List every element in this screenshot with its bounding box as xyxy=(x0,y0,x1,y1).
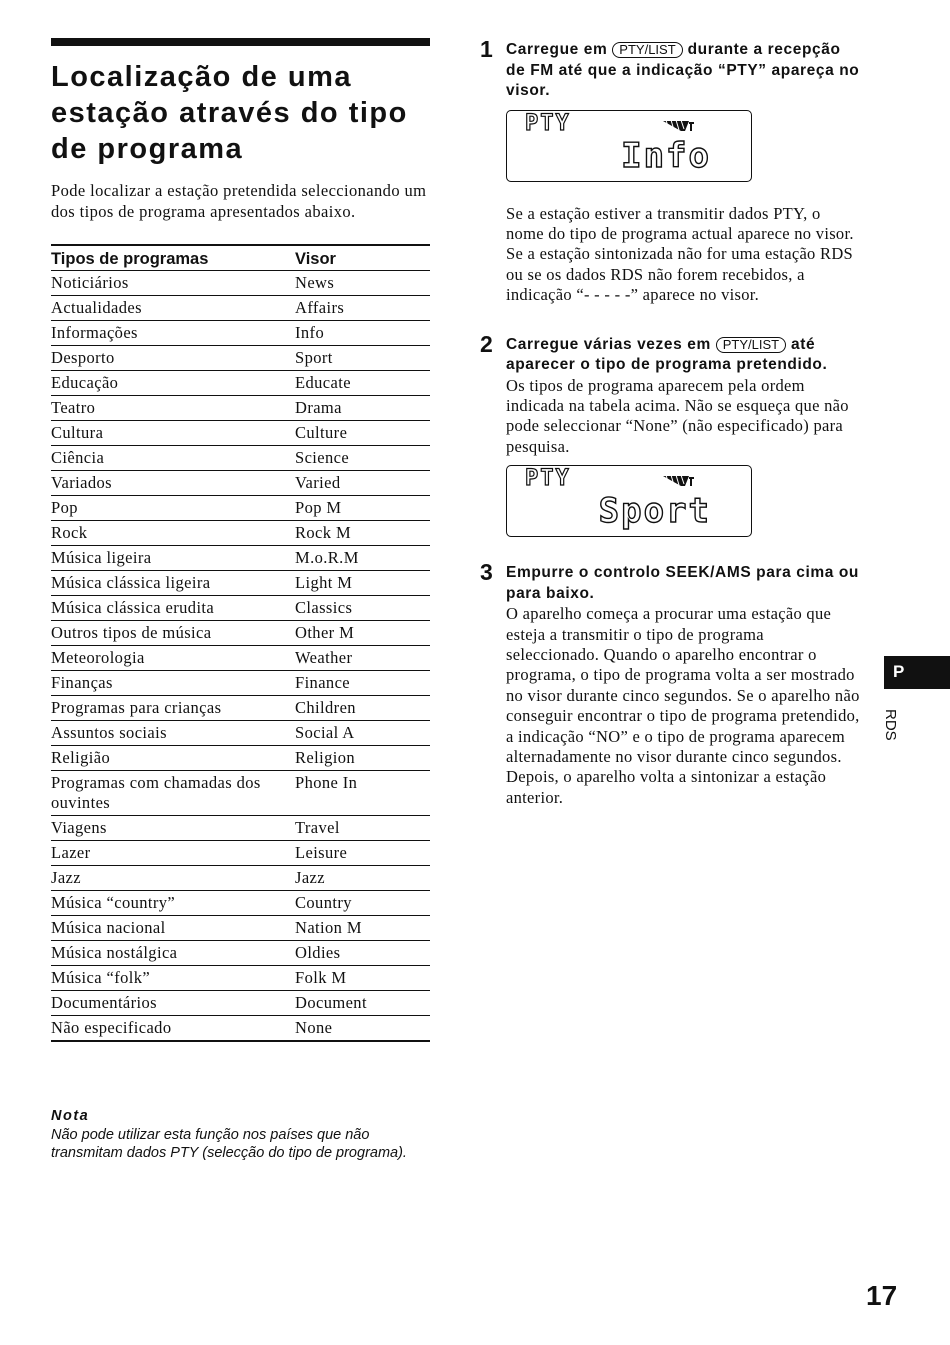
program-type-cell: Meteorologia xyxy=(51,646,295,671)
intro-paragraph: Pode localizar a estação pretendida seleccionando um dos tipos de programa apresentados abaixo. xyxy=(51,181,427,221)
display-name-cell: None xyxy=(295,1016,430,1042)
page-number: 17 xyxy=(866,1280,898,1311)
table-body xyxy=(51,271,430,1042)
section-label-text: RDS xyxy=(882,709,899,741)
program-type-cell: Actualidades xyxy=(51,296,295,321)
display-name-cell: Folk M xyxy=(295,966,430,991)
step-instruction: Empurre o controlo SEEK/AMS para cima ou para baixo. xyxy=(506,564,860,602)
table-row xyxy=(51,1016,430,1042)
table-row xyxy=(51,771,430,816)
lcd-pty-label: PTY xyxy=(525,466,571,492)
display-name-cell: Finance xyxy=(295,671,430,696)
program-type-cell: Teatro xyxy=(51,396,295,421)
lcd-program-text: Sport xyxy=(598,491,711,532)
program-type-cell: Religião xyxy=(51,746,295,771)
program-type-cell: Jazz xyxy=(51,866,295,891)
program-type-cell: Música clássica erudita xyxy=(51,596,295,621)
title-rule xyxy=(51,38,430,46)
display-name-cell: Classics xyxy=(295,596,430,621)
table-row xyxy=(51,841,430,866)
note-box xyxy=(51,1107,431,1163)
table-row xyxy=(51,496,430,521)
table-row xyxy=(51,621,430,646)
program-type-cell: Viagens xyxy=(51,816,295,841)
step-instruction-start: Carregue em xyxy=(506,41,608,58)
table-row xyxy=(51,916,430,941)
table-row xyxy=(51,991,430,1016)
table-row xyxy=(51,296,430,321)
program-type-cell: Informações xyxy=(51,321,295,346)
note-text: Não pode utilizar esta função nos países que não transmitam dados PTY (selecção do tipo de programa). xyxy=(51,1126,407,1161)
display-name-cell: Religion xyxy=(295,746,430,771)
program-type-cell: Educação xyxy=(51,371,295,396)
step-1 xyxy=(480,36,860,306)
display-name-cell: Sport xyxy=(295,346,430,371)
table-row xyxy=(51,396,430,421)
table-row xyxy=(51,696,430,721)
table-row xyxy=(51,521,430,546)
table-row xyxy=(51,596,430,621)
display-name-cell: Nation M xyxy=(295,916,430,941)
display-name-cell: Jazz xyxy=(295,866,430,891)
program-type-cell: Documentários xyxy=(51,991,295,1016)
display-name-cell: News xyxy=(295,271,430,296)
program-type-cell: Outros tipos de música xyxy=(51,621,295,646)
program-type-cell: Programas com chamadas dos ouvintes xyxy=(51,771,295,816)
display-name-cell: Children xyxy=(295,696,430,721)
pty-list-key: PTY/LIST xyxy=(612,42,682,58)
display-name-cell: Leisure xyxy=(295,841,430,866)
table-row xyxy=(51,571,430,596)
table-row xyxy=(51,866,430,891)
program-type-cell: Ciência xyxy=(51,446,295,471)
display-name-cell: Info xyxy=(295,321,430,346)
section-tab xyxy=(884,656,950,689)
display-name-cell: Drama xyxy=(295,396,430,421)
step-number: 1 xyxy=(480,36,493,62)
program-type-cell: Música clássica ligeira xyxy=(51,571,295,596)
program-type-cell: Finanças xyxy=(51,671,295,696)
program-type-cell: Música “folk” xyxy=(51,966,295,991)
signal-icon xyxy=(661,117,695,137)
step-2 xyxy=(480,331,860,538)
table-row xyxy=(51,891,430,916)
step-instruction xyxy=(506,331,860,376)
step-number: 2 xyxy=(480,330,493,357)
program-type-table xyxy=(51,244,430,1042)
display-name-cell: Social A xyxy=(295,721,430,746)
lcd-pty-label: PTY xyxy=(525,110,571,136)
program-type-cell: Pop xyxy=(51,496,295,521)
pty-list-key: PTY/LIST xyxy=(716,337,786,353)
table-row xyxy=(51,746,430,771)
program-type-cell: Assuntos sociais xyxy=(51,721,295,746)
program-type-cell: Música “country” xyxy=(51,891,295,916)
display-name-cell: Science xyxy=(295,446,430,471)
left-column xyxy=(51,38,430,1042)
table-row xyxy=(51,446,430,471)
table-row xyxy=(51,371,430,396)
table-row xyxy=(51,321,430,346)
right-column xyxy=(480,36,860,808)
display-name-cell: Rock M xyxy=(295,521,430,546)
display-name-cell: Pop M xyxy=(295,496,430,521)
program-type-cell: Não especificado xyxy=(51,1016,295,1042)
section-tab-letter: P xyxy=(893,662,905,681)
table-row xyxy=(51,816,430,841)
display-name-cell: M.o.R.M xyxy=(295,546,430,571)
step-instruction xyxy=(506,36,860,102)
lcd-display xyxy=(506,110,752,182)
program-type-cell: Rock xyxy=(51,521,295,546)
program-type-cell: Cultura xyxy=(51,421,295,446)
display-name-cell: Phone In xyxy=(295,771,430,816)
table-row xyxy=(51,966,430,991)
table-row xyxy=(51,421,430,446)
step-3 xyxy=(480,559,860,808)
page-title: Localização de uma estação através do tipo de programa xyxy=(51,61,408,165)
display-name-cell: Weather xyxy=(295,646,430,671)
display-name-cell: Travel xyxy=(295,816,430,841)
step-body: Os tipos de programa aparecem pela ordem indicada na tabela acima. Não se esqueça que não pode seleccionar “None” (não especificado) para pesquisa. xyxy=(506,375,849,456)
step-instruction-start: Carregue várias vezes em xyxy=(506,335,711,353)
program-type-cell: Música ligeira xyxy=(51,546,295,571)
program-type-cell: Variados xyxy=(51,471,295,496)
signal-icon xyxy=(661,472,695,492)
table-row xyxy=(51,346,430,371)
display-name-cell: Culture xyxy=(295,421,430,446)
step-body: O aparelho começa a procurar uma estação que esteja a transmitir o tipo de programa seleccionado. Quando o aparelho encontrar o programa, o tipo de programa volta a ser mostrado no visor durante cinco segundos. Se o aparelho não conseguir encontrar o tipo de programa pretendido, a indicação “NO” e o tipo de programa aparecem alternadamente no visor durante cinco segundos. Depois, o aparelho volta a sintonizar a estação anterior. xyxy=(506,604,860,807)
program-type-cell: Programas para crianças xyxy=(51,696,295,721)
display-name-cell: Oldies xyxy=(295,941,430,966)
program-type-cell: Música nostálgica xyxy=(51,941,295,966)
table-row xyxy=(51,646,430,671)
display-name-cell: Affairs xyxy=(295,296,430,321)
lcd-program-text: Info xyxy=(621,135,711,176)
step-body: Se a estação estiver a transmitir dados PTY, o nome do tipo de programa actual aparece no visor. Se a estação sintonizada não for uma estação RDS ou se os dados RDS não forem recebidos, a indicação “- - - - -” aparece no visor. xyxy=(506,203,854,305)
display-name-cell: Educate xyxy=(295,371,430,396)
display-name-cell: Document xyxy=(295,991,430,1016)
program-type-cell: Lazer xyxy=(51,841,295,866)
step-instruction-end: durante a recepção de FM até que a indicação “PTY” apareça no visor. xyxy=(506,41,860,99)
display-name-cell: Other M xyxy=(295,621,430,646)
display-name-cell: Light M xyxy=(295,571,430,596)
table-row xyxy=(51,941,430,966)
column-header-display: Visor xyxy=(295,245,430,271)
table-row xyxy=(51,471,430,496)
lcd-display xyxy=(506,465,752,537)
table-header-row xyxy=(51,245,430,271)
section-label xyxy=(880,704,906,744)
program-type-cell: Desporto xyxy=(51,346,295,371)
table-row xyxy=(51,546,430,571)
display-name-cell: Varied xyxy=(295,471,430,496)
program-type-cell: Música nacional xyxy=(51,916,295,941)
table-row xyxy=(51,671,430,696)
note-heading: Nota xyxy=(51,1108,90,1124)
display-name-cell: Country xyxy=(295,891,430,916)
program-type-cell: Noticiários xyxy=(51,271,295,296)
column-header-type: Tipos de programas xyxy=(51,245,295,271)
step-number: 3 xyxy=(480,559,493,586)
table-row xyxy=(51,271,430,296)
table-row xyxy=(51,721,430,746)
step-instruction-end: até aparecer o tipo de programa pretendido. xyxy=(506,335,828,374)
